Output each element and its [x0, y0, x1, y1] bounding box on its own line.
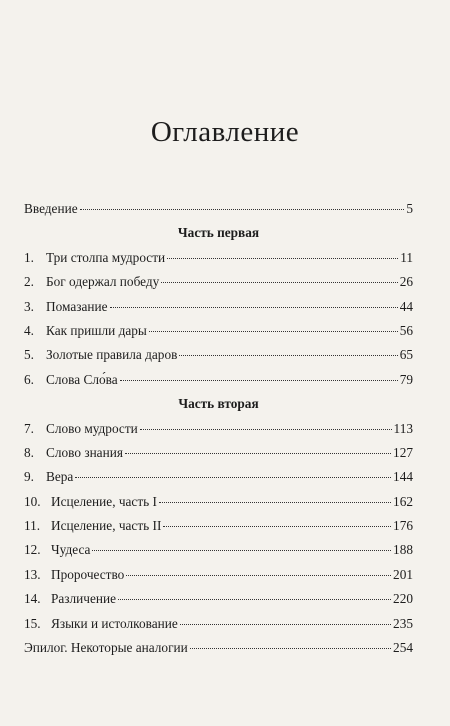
toc-entry-page: 113: [393, 420, 413, 436]
toc-entry[interactable]: [24, 445, 413, 469]
dot-leader: [140, 429, 392, 430]
toc-entry-page: 162: [393, 493, 413, 509]
toc-entry-number: 3.: [24, 298, 34, 314]
dot-leader: [80, 209, 405, 210]
toc-entry-number: 2.: [24, 274, 34, 290]
toc-entry-number: 12.: [24, 542, 41, 558]
toc-entry-intro[interactable]: [24, 201, 413, 225]
dot-leader: [161, 282, 397, 283]
dot-leader: [167, 258, 398, 259]
dot-leader: [149, 331, 398, 332]
page-title: Оглавление: [150, 116, 300, 148]
toc-entry-label: Слово знания: [46, 444, 123, 460]
dot-leader: [92, 550, 391, 551]
part-heading-2: Часть вторая: [178, 396, 259, 412]
toc-entry-label: Три столпа мудрости: [46, 249, 166, 265]
toc-entry-number: 4.: [24, 322, 34, 338]
toc-entry-page: 188: [393, 542, 413, 558]
toc-entry-page: 5: [406, 201, 413, 216]
toc-entry[interactable]: [24, 591, 413, 615]
toc-entry-label: Эпилог. Некоторые аналогии: [24, 640, 188, 656]
toc-entry-page: 79: [399, 371, 413, 387]
toc-entry[interactable]: [24, 250, 413, 274]
toc-entry-label: Слова Сло́ва: [46, 371, 118, 387]
toc-entry-label: Различение: [51, 591, 117, 607]
dot-leader: [110, 307, 398, 308]
toc-entry[interactable]: [24, 299, 413, 323]
toc-entry[interactable]: [24, 372, 413, 396]
toc-entry[interactable]: [24, 518, 413, 542]
dot-leader: [159, 502, 391, 503]
toc-entry[interactable]: [24, 274, 413, 298]
toc-entry-number: 6.: [24, 371, 34, 387]
toc-entry[interactable]: [24, 494, 413, 518]
toc-entry-page: 56: [399, 322, 413, 338]
part-heading-1: Часть первая: [177, 225, 260, 241]
toc-entry-page: 26: [399, 274, 413, 290]
toc-entry-number: 10.: [24, 493, 41, 509]
toc-entry[interactable]: [24, 542, 413, 566]
toc-entry[interactable]: [24, 323, 413, 347]
dot-leader: [180, 624, 391, 625]
toc-entry-number: 8.: [24, 444, 34, 460]
toc-entry-label: Помазание: [46, 298, 108, 314]
dot-leader: [126, 575, 391, 576]
dot-leader: [120, 380, 398, 381]
toc-entry[interactable]: [24, 567, 413, 591]
toc-entry[interactable]: [24, 421, 413, 445]
toc-entry[interactable]: [24, 469, 413, 493]
toc-entry-page: 235: [393, 615, 413, 631]
dot-leader: [118, 599, 391, 600]
toc-entry-page: 201: [393, 566, 413, 582]
toc-entry-number: 11.: [24, 518, 41, 534]
toc-entry-label: Исцеление, часть II: [51, 518, 162, 534]
toc-entry-label: Исцеление, часть I: [51, 493, 157, 509]
toc-entry-page: 44: [399, 298, 413, 314]
dot-leader: [190, 648, 391, 649]
toc-entry-page: 65: [399, 347, 413, 363]
toc-entry-page: 144: [393, 469, 413, 485]
toc-entry-number: 5.: [24, 347, 34, 363]
table-of-contents: [24, 201, 413, 664]
toc-entry-label: Пророчество: [51, 566, 125, 582]
toc-entry-number: 14.: [24, 591, 41, 607]
toc-entry[interactable]: [24, 616, 413, 640]
toc-entry-number: 7.: [24, 420, 34, 436]
dot-leader: [125, 453, 391, 454]
toc-entry-page: 220: [393, 591, 413, 607]
dot-leader: [163, 526, 391, 527]
toc-entry-label: Золотые правила даров: [46, 347, 178, 363]
toc-entry-page: 127: [393, 444, 413, 460]
toc-entry-epilogue[interactable]: [24, 640, 413, 664]
toc-entry-number: 15.: [24, 615, 41, 631]
toc-entry[interactable]: [24, 347, 413, 371]
toc-entry-page: 176: [393, 518, 413, 534]
toc-entry-page: 254: [393, 640, 413, 656]
dot-leader: [179, 355, 397, 356]
toc-entry-number: 13.: [24, 566, 41, 582]
toc-entry-label: Чудеса: [51, 542, 91, 558]
toc-entry-number: 1.: [24, 249, 34, 265]
toc-entry-page: 11: [400, 249, 413, 265]
toc-entry-number: 9.: [24, 469, 34, 485]
toc-entry-label: Бог одержал победу: [46, 274, 160, 290]
toc-entry-label: Слово мудрости: [46, 420, 138, 436]
toc-entry-label: Вера: [46, 469, 74, 485]
toc-entry-label: Введение: [24, 201, 78, 216]
dot-leader: [75, 477, 391, 478]
toc-entry-label: Языки и истолкование: [51, 615, 178, 631]
toc-entry-label: Как пришли дары: [46, 322, 147, 338]
